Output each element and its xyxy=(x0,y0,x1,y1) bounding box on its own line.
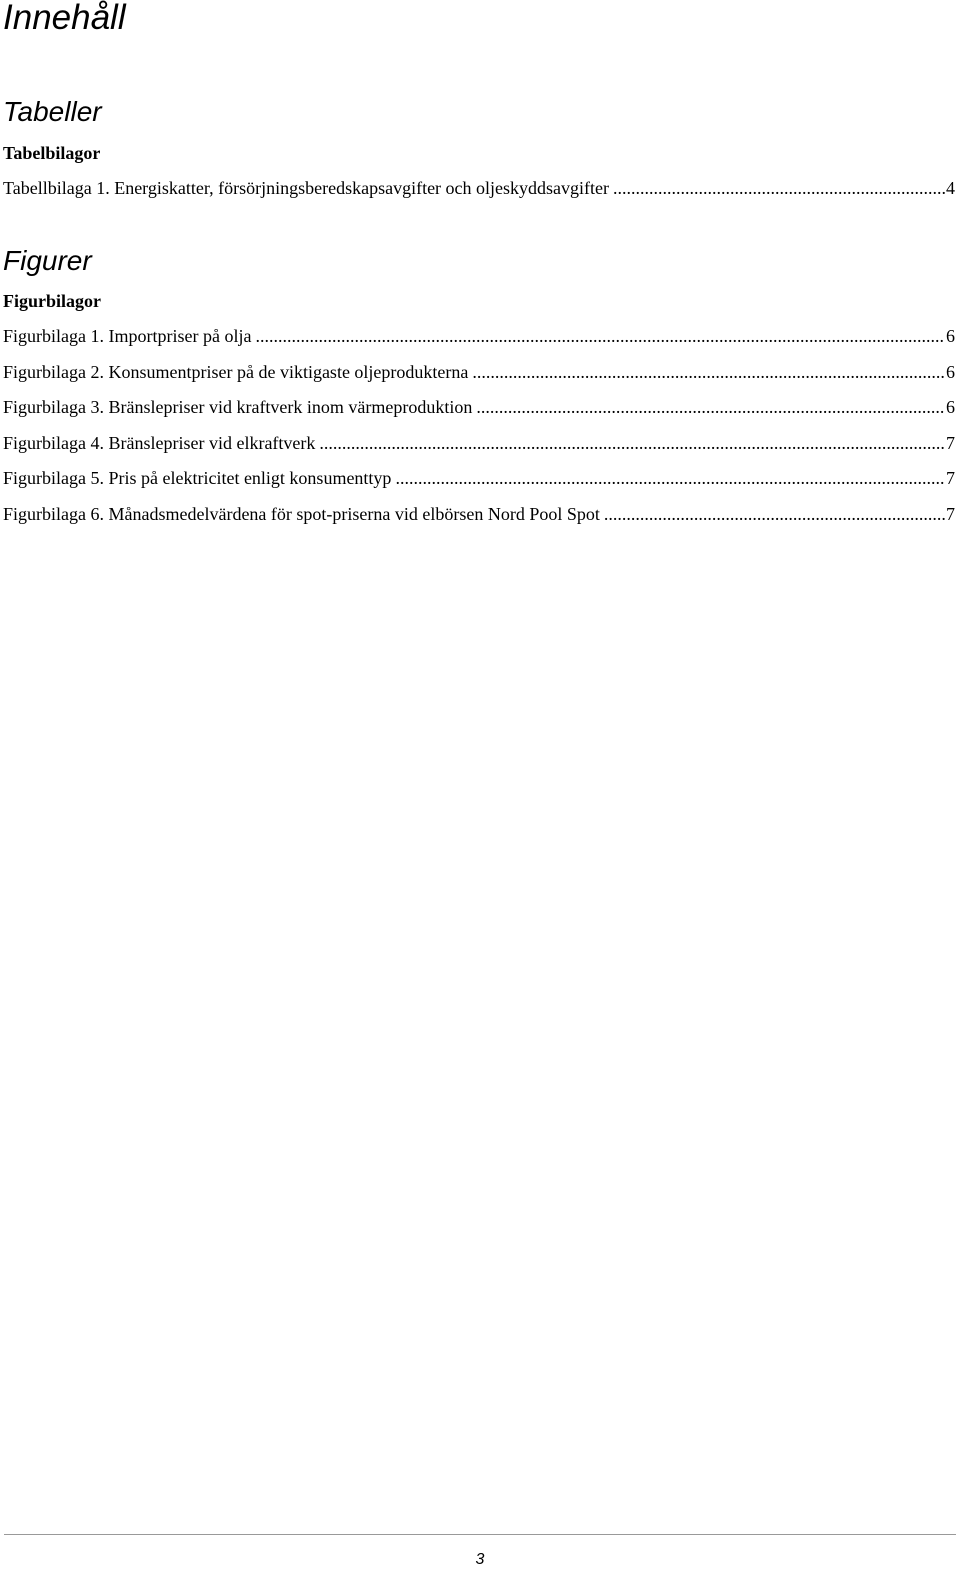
toc-page-number: 6 xyxy=(946,326,955,346)
toc-entry-tabellbilaga-1[interactable] xyxy=(3,177,955,199)
toc-entry-label: Figurbilaga 3. Bränslepriser vid kraftverk inom värmeproduktion xyxy=(3,397,473,417)
toc-entry-label: Figurbilaga 2. Konsumentpriser på de viktigaste oljeprodukterna xyxy=(3,362,469,382)
toc-entry-label: Figurbilaga 5. Pris på elektricitet enligt konsumenttyp xyxy=(3,468,392,488)
section-title-tabeller: Tabeller xyxy=(3,96,102,127)
toc-page-number: 6 xyxy=(946,397,955,417)
footer-page-number: 3 xyxy=(475,1551,485,1568)
toc-entry-figurbilaga-5[interactable] xyxy=(3,467,955,489)
toc-entry-label: Figurbilaga 1. Importpriser på olja xyxy=(3,326,252,346)
toc-entry-figurbilaga-6[interactable] xyxy=(3,503,955,525)
toc-entry-label: Tabellbilaga 1. Energiskatter, försörjningsberedskapsavgifter och oljeskyddsavgifter xyxy=(3,178,610,198)
toc-page-number: 7 xyxy=(946,433,955,453)
toc-dot-leader xyxy=(476,396,945,418)
toc-dot-leader xyxy=(472,361,945,383)
section-title-figurer: Figurer xyxy=(3,245,92,276)
toc-entry-figurbilaga-3[interactable] xyxy=(3,396,955,418)
toc-page-number: 7 xyxy=(946,504,955,524)
toc-dot-leader xyxy=(319,432,945,454)
toc-page-number: 7 xyxy=(946,468,955,488)
toc-dot-leader xyxy=(255,325,945,347)
toc-dot-leader xyxy=(613,177,945,199)
toc-entry-figurbilaga-2[interactable] xyxy=(3,361,955,383)
toc-dot-leader xyxy=(604,503,945,525)
toc-entry-figurbilaga-1[interactable] xyxy=(3,325,955,347)
toc-entry-figurbilaga-4[interactable] xyxy=(3,432,955,454)
toc-dot-leader xyxy=(395,467,945,489)
footer-divider xyxy=(4,1534,956,1535)
toc-page-number: 4 xyxy=(946,178,955,198)
section-subtitle-tabelbilagor: Tabelbilagor xyxy=(3,143,101,163)
toc-entry-label: Figurbilaga 6. Månadsmedelvärdena för spot-priserna vid elbörsen Nord Pool Spot xyxy=(3,504,600,524)
section-subtitle-figurbilagor: Figurbilagor xyxy=(3,291,101,311)
toc-entry-label: Figurbilaga 4. Bränslepriser vid elkraftverk xyxy=(3,433,316,453)
page-title: Innehåll xyxy=(3,0,126,37)
toc-page-number: 6 xyxy=(946,362,955,382)
